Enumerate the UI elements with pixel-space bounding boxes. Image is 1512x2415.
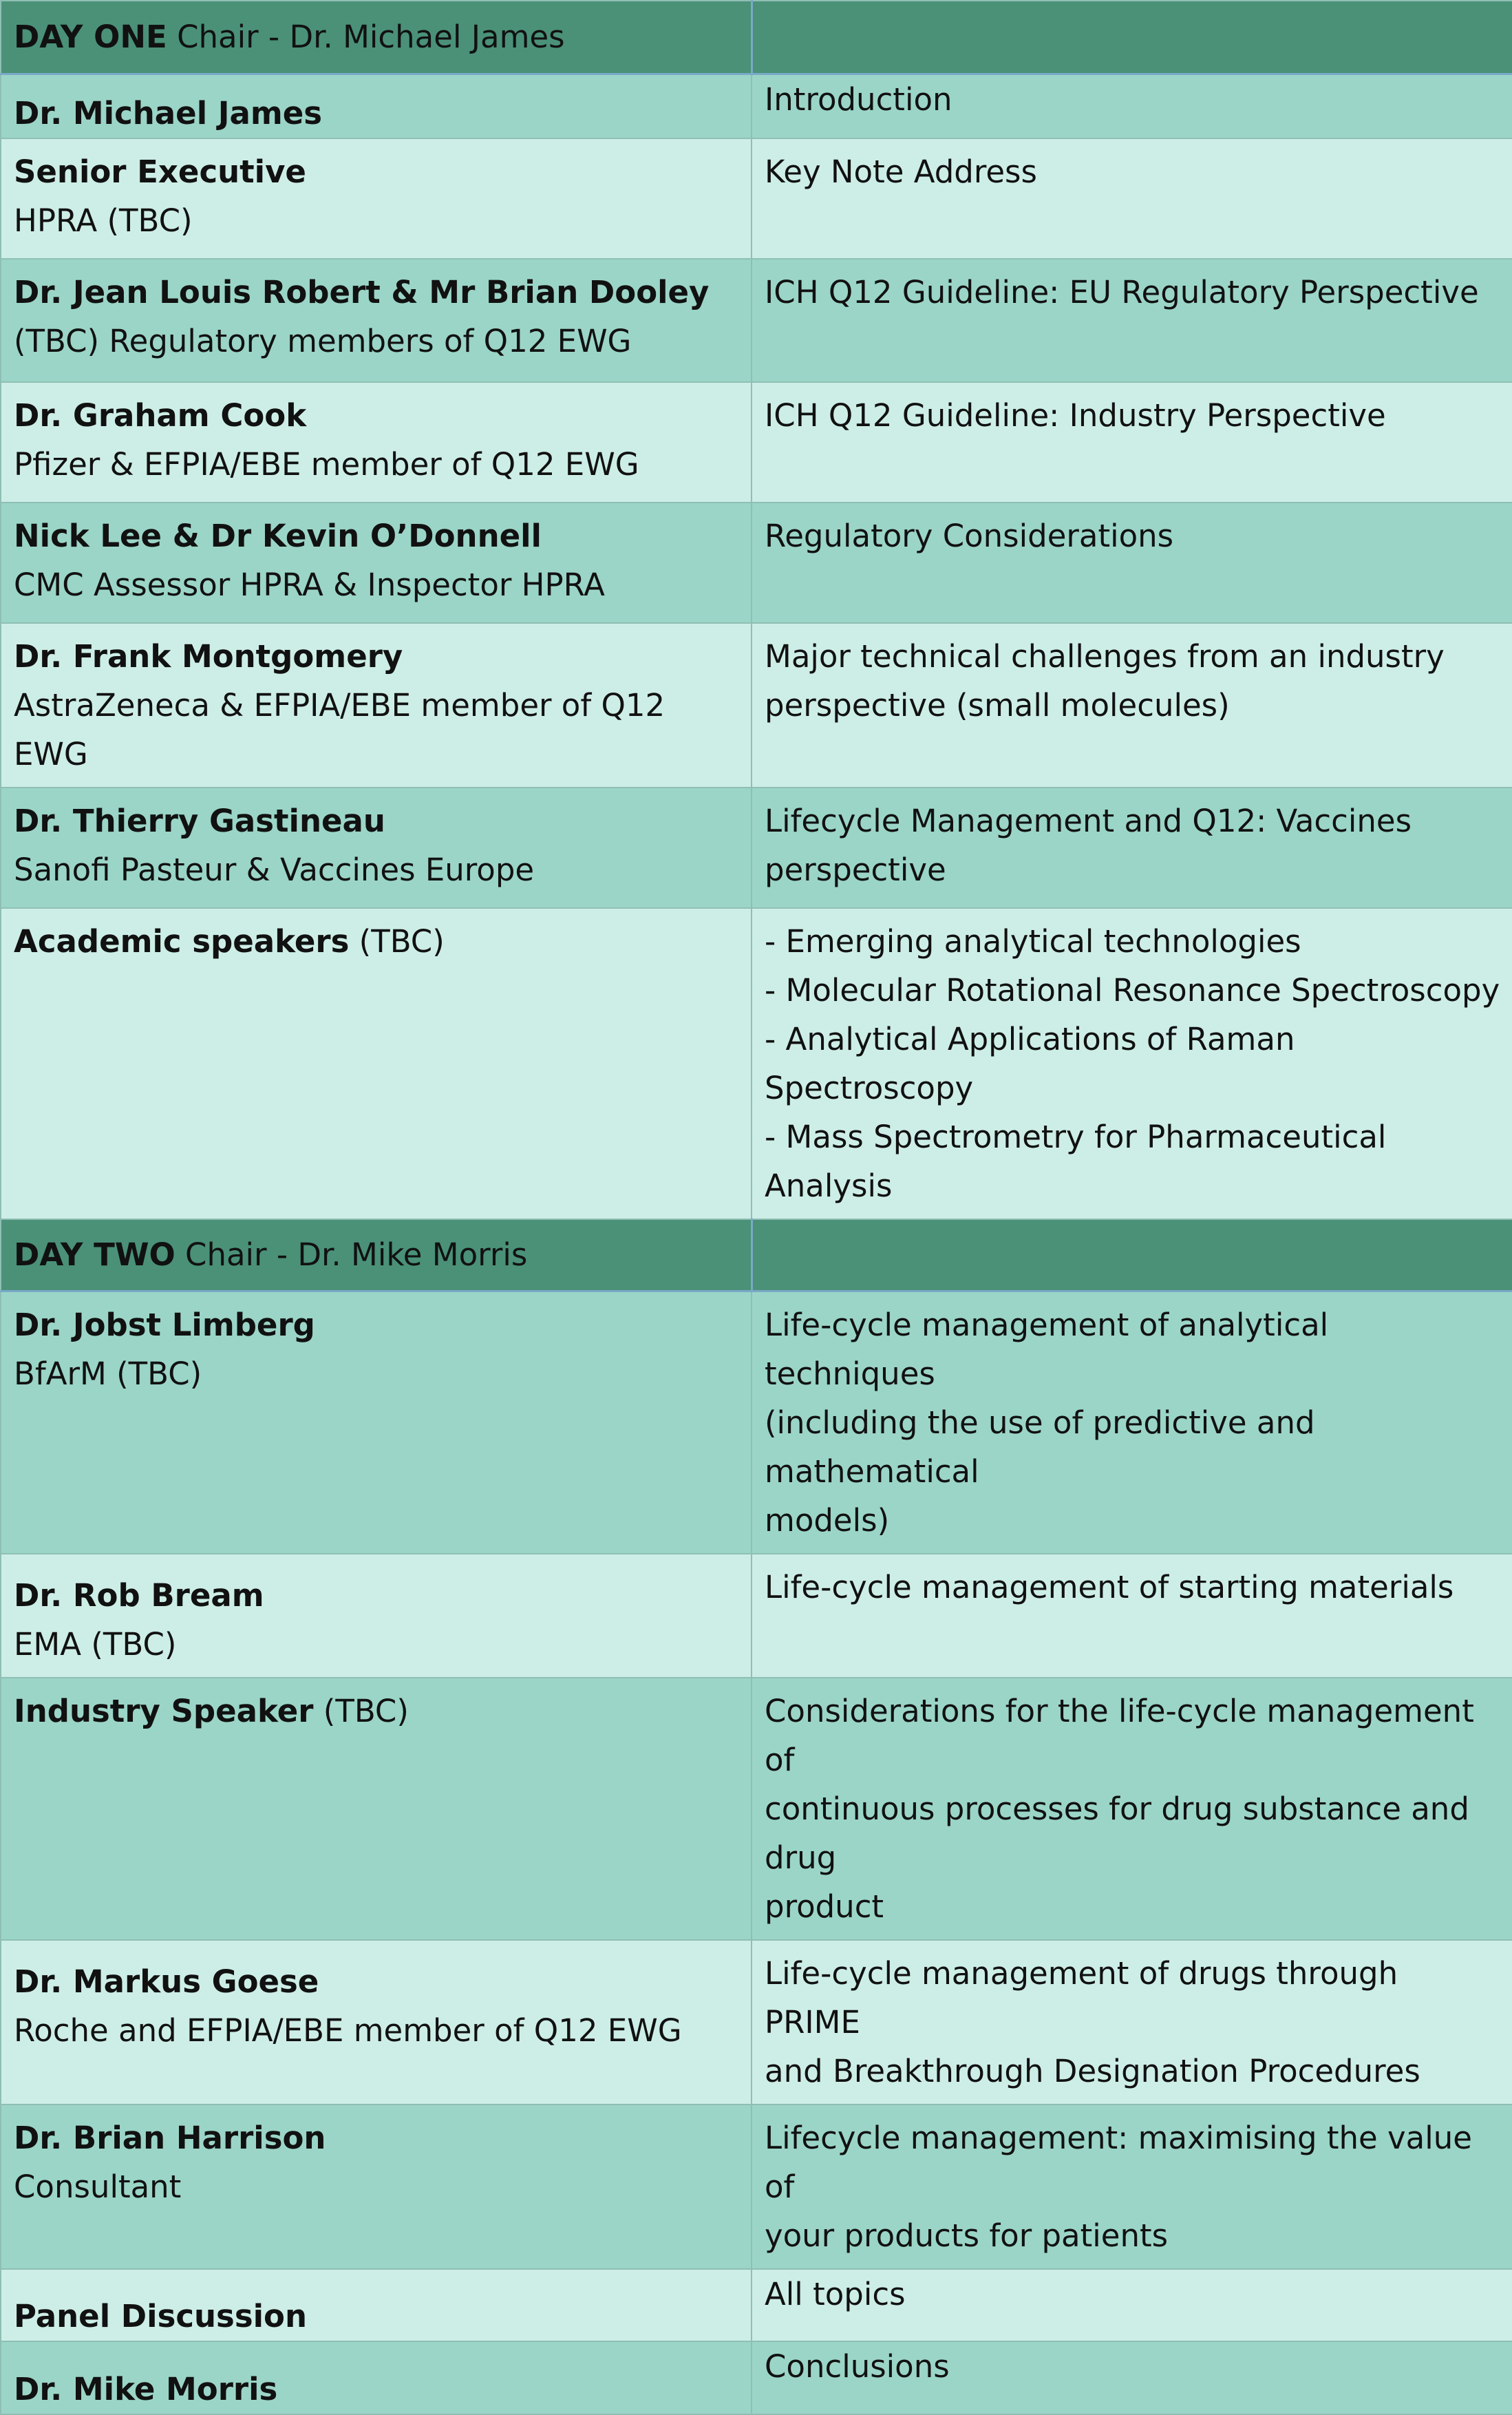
day-one-header-row bbox=[1, 1, 1512, 74]
speaker-name: Panel Discussion bbox=[14, 2297, 308, 2334]
speaker-name: Dr. Michael James bbox=[14, 95, 323, 131]
topic-line: your products for patients bbox=[765, 2217, 1169, 2254]
speaker-name: Nick Lee & Dr Kevin O’Donnell bbox=[14, 518, 542, 554]
speaker-affiliation: HPRA (TBC) bbox=[14, 202, 193, 239]
speaker-name: Dr. Jobst Limberg bbox=[14, 1306, 315, 1343]
speaker-name: Industry Speaker bbox=[14, 1692, 314, 1729]
topic-cell bbox=[752, 2269, 1512, 2341]
session-row bbox=[1, 1554, 1512, 1678]
topic-line: Life-cycle management of starting materials bbox=[765, 1568, 1454, 1605]
topic-line: Conclusions bbox=[765, 2348, 950, 2385]
speaker-suffix: (TBC) bbox=[349, 923, 445, 960]
topic-line: - Mass Spectrometry for Pharmaceutical Analysis bbox=[765, 1119, 1387, 1204]
topic-line: Regulatory Considerations bbox=[765, 518, 1174, 554]
session-row bbox=[1, 382, 1512, 503]
speaker-name: Dr. Jean Louis Robert & Mr Brian Dooley bbox=[14, 274, 710, 310]
speaker-cell bbox=[1, 623, 752, 788]
topic-line: product bbox=[765, 1888, 884, 1925]
speaker-cell bbox=[1, 1554, 752, 1678]
session-row bbox=[1, 788, 1512, 908]
topic-line: models) bbox=[765, 1501, 890, 1539]
speaker-name: Dr. Frank Montgomery bbox=[14, 638, 403, 675]
speaker-cell bbox=[1, 2341, 752, 2414]
speaker-name: Dr. Markus Goese bbox=[14, 1963, 319, 2000]
speaker-affiliation: Consultant bbox=[14, 2168, 182, 2205]
speaker-affiliation: AstraZeneca & EFPIA/EBE member of Q12 EWG bbox=[14, 687, 666, 772]
speaker-cell bbox=[1, 259, 752, 382]
topic-cell bbox=[752, 2341, 1512, 2414]
speaker-cell bbox=[1, 138, 752, 259]
day-one-header-empty bbox=[752, 1, 1512, 74]
speaker-cell bbox=[1, 1678, 752, 1940]
topic-line: perspective (small molecules) bbox=[765, 687, 1230, 724]
session-row bbox=[1, 2105, 1512, 2269]
topic-cell bbox=[752, 1291, 1512, 1554]
speaker-cell bbox=[1, 74, 752, 138]
session-row bbox=[1, 1291, 1512, 1554]
topic-cell bbox=[752, 74, 1512, 138]
topic-cell bbox=[752, 788, 1512, 908]
speaker-affiliation: Pfizer & EFPIA/EBE member of Q12 EWG bbox=[14, 446, 639, 483]
topic-line: Key Note Address bbox=[765, 154, 1037, 190]
session-row bbox=[1, 623, 1512, 788]
speaker-cell bbox=[1, 382, 752, 503]
speaker-affiliation: CMC Assessor HPRA & Inspector HPRA bbox=[14, 567, 605, 603]
day-two-header-empty bbox=[752, 1219, 1512, 1291]
speaker-affiliation: Sanofi Pasteur & Vaccines Europe bbox=[14, 852, 535, 888]
topic-line: Life-cycle management of analytical techniques bbox=[765, 1306, 1329, 1392]
day-one-chair: Chair - Dr. Michael James bbox=[177, 19, 565, 56]
topic-line: - Molecular Rotational Resonance Spectroscopy bbox=[765, 972, 1500, 1009]
topic-line: ICH Q12 Guideline: Industry Perspective bbox=[765, 397, 1386, 434]
topic-cell bbox=[752, 908, 1512, 1219]
speaker-cell bbox=[1, 1940, 752, 2105]
session-row bbox=[1, 138, 1512, 259]
speaker-cell bbox=[1, 2105, 752, 2269]
topic-line: ICH Q12 Guideline: EU Regulatory Perspective bbox=[765, 274, 1479, 310]
speaker-affiliation: BfArM (TBC) bbox=[14, 1355, 202, 1392]
topic-line: Lifecycle management: maximising the value of bbox=[765, 2119, 1472, 2205]
session-row bbox=[1, 1940, 1512, 2105]
topic-line: All topics bbox=[765, 2275, 906, 2312]
speaker-cell bbox=[1, 908, 752, 1219]
day-one-header bbox=[1, 1, 752, 74]
topic-cell bbox=[752, 138, 1512, 259]
speaker-name: Dr. Rob Bream bbox=[14, 1576, 264, 1614]
session-row bbox=[1, 2269, 1512, 2341]
speaker-suffix: (TBC) bbox=[313, 1692, 409, 1729]
topic-line: Considerations for the life-cycle management of bbox=[765, 1692, 1474, 1778]
speaker-name: Academic speakers bbox=[14, 923, 350, 960]
day-one-label: DAY ONE bbox=[14, 19, 167, 56]
topic-line: Introduction bbox=[765, 81, 952, 118]
day-two-header bbox=[1, 1219, 752, 1291]
speaker-name: Dr. Mike Morris bbox=[14, 2370, 278, 2407]
topic-line: - Emerging analytical technologies bbox=[765, 923, 1301, 960]
session-row bbox=[1, 74, 1512, 138]
topic-cell bbox=[752, 623, 1512, 788]
session-row bbox=[1, 259, 1512, 382]
topic-line: (including the use of predictive and mathematical bbox=[765, 1404, 1315, 1490]
speaker-cell bbox=[1, 503, 752, 623]
topic-cell bbox=[752, 503, 1512, 623]
topic-cell bbox=[752, 1940, 1512, 2105]
session-row bbox=[1, 503, 1512, 623]
speaker-cell bbox=[1, 1291, 752, 1554]
speaker-name: Dr. Thierry Gastineau bbox=[14, 803, 385, 839]
topic-cell bbox=[752, 259, 1512, 382]
speaker-affiliation: EMA (TBC) bbox=[14, 1625, 177, 1663]
topic-cell bbox=[752, 1554, 1512, 1678]
topic-line: - Analytical Applications of Raman Spectroscopy bbox=[765, 1021, 1295, 1106]
session-row bbox=[1, 1678, 1512, 1940]
day-two-chair: Chair - Dr. Mike Morris bbox=[185, 1236, 528, 1274]
session-row bbox=[1, 2341, 1512, 2414]
topic-line: and Breakthrough Designation Procedures bbox=[765, 2052, 1420, 2089]
session-row bbox=[1, 908, 1512, 1219]
topic-line: Major technical challenges from an industry bbox=[765, 638, 1445, 675]
speaker-cell bbox=[1, 2269, 752, 2341]
speaker-name: Senior Executive bbox=[14, 154, 306, 190]
day-two-header-row bbox=[1, 1219, 1512, 1291]
topic-cell bbox=[752, 382, 1512, 503]
speaker-affiliation: (TBC) Regulatory members of Q12 EWG bbox=[14, 323, 632, 359]
day-two-label: DAY TWO bbox=[14, 1236, 175, 1274]
topic-cell bbox=[752, 1678, 1512, 1940]
topic-cell bbox=[752, 2105, 1512, 2269]
topic-line: Lifecycle Management and Q12: Vaccines bbox=[765, 803, 1412, 839]
speaker-name: Dr. Brian Harrison bbox=[14, 2119, 326, 2156]
topic-line: continuous processes for drug substance and drug bbox=[765, 1790, 1469, 1876]
topic-line: perspective bbox=[765, 852, 946, 888]
speaker-cell bbox=[1, 788, 752, 908]
speaker-name: Dr. Graham Cook bbox=[14, 397, 307, 434]
topic-line: Life-cycle management of drugs through PRIME bbox=[765, 1954, 1398, 2040]
speaker-affiliation: Roche and EFPIA/EBE member of Q12 EWG bbox=[14, 2012, 682, 2049]
